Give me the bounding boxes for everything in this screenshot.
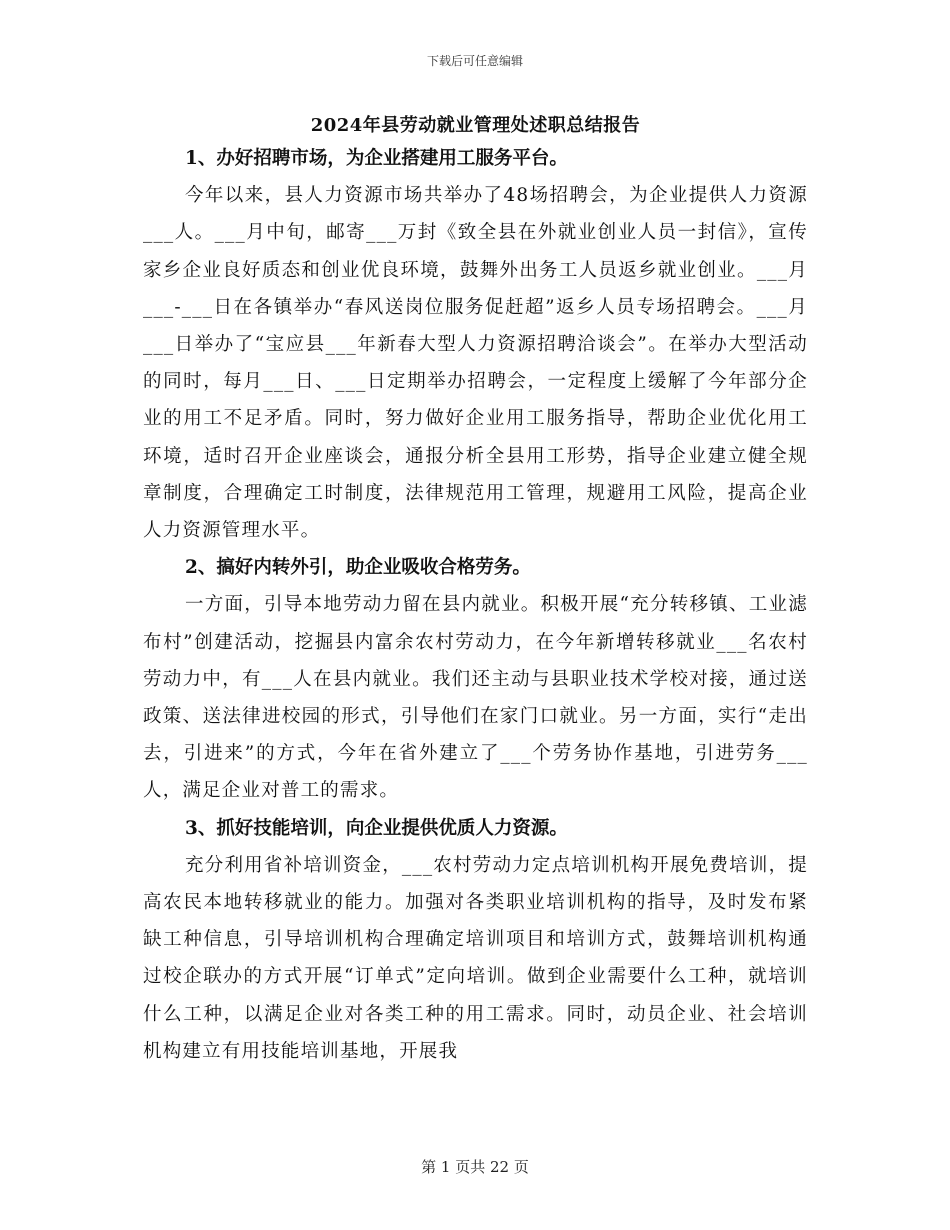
document-title: 2024年县劳动就业管理处述职总结报告 (310, 115, 641, 136)
page-number: 第 1 页共 22 页 (421, 1158, 529, 1176)
section-heading: 3、抓好技能培训，向企业提供优质人力资源。 (185, 817, 568, 839)
paragraph: 一方面，引导本地劳动力留在县内就业。积极开展“充分转移镇、工业滤布村”创建活动，挖掘县内富余农村劳动力，在今年新增转移就业___名农村劳动力中，有___人在县内就业。我们还主动与县职业技术学校对接，通过送政策、送法律进校园的形式，引导他们在家门口就业。另一方面，实行“走出去，引进来”的方式，今年在省外建立了___个劳务协作基地，引进劳务___人，满足企业对普工的需求。 (143, 594, 808, 802)
section-2 (143, 549, 808, 809)
section-3 (143, 810, 808, 1070)
paragraph: 今年以来，县人力资源市场共举办了48场招聘会，为企业提供人力资源___人。___月中旬，邮寄___万封《致全县在外就业创业人员一封信》，宣传家乡企业良好质态和创业优良环境，鼓舞外出务工人员返乡就业创业。___月___-___日在各镇举办“春风送岗位服务促赶超”返乡人员专场招聘会。___月___日举办了“宝应县___年新春大型人力资源招聘洽谈会”。在举办大型活动的同时，每月___日、___日定期举办招聘会，一定程度上缓解了今年部分企业的用工不足矛盾。同时，努力做好企业用工服务指导，帮助企业优化用工环境，适时召开企业座谈会，通报分析全县用工形势，指导企业建立健全规章制度，合理确定工时制度，法律规范用工管理，规避用工风险，提高企业人力资源管理水平。 (143, 185, 808, 542)
paragraph: 充分利用省补培训资金，___农村劳动力定点培训机构开展免费培训，提高农民本地转移就业的能力。加强对各类职业培训机构的指导，及时发布紧缺工种信息，引导培训机构合理确定培训项目和培训方式，鼓舞培训机构通过校企联办的方式开展“订单式”定向培训。做到企业需要什么工种，就培训什么工种，以满足企业对各类工种的用工需求。同时，动员企业、社会培训机构建立有用技能培训基地，开展我 (143, 854, 808, 1062)
section-heading: 1、办好招聘市场，为企业搭建用工服务平台。 (185, 148, 568, 169)
section-1 (143, 140, 808, 549)
page-header-note: 下载后可任意编辑 (426, 54, 523, 68)
document-body (143, 112, 808, 1070)
section-heading: 2、搞好内转外引，助企业吸收合格劳务。 (185, 557, 531, 579)
